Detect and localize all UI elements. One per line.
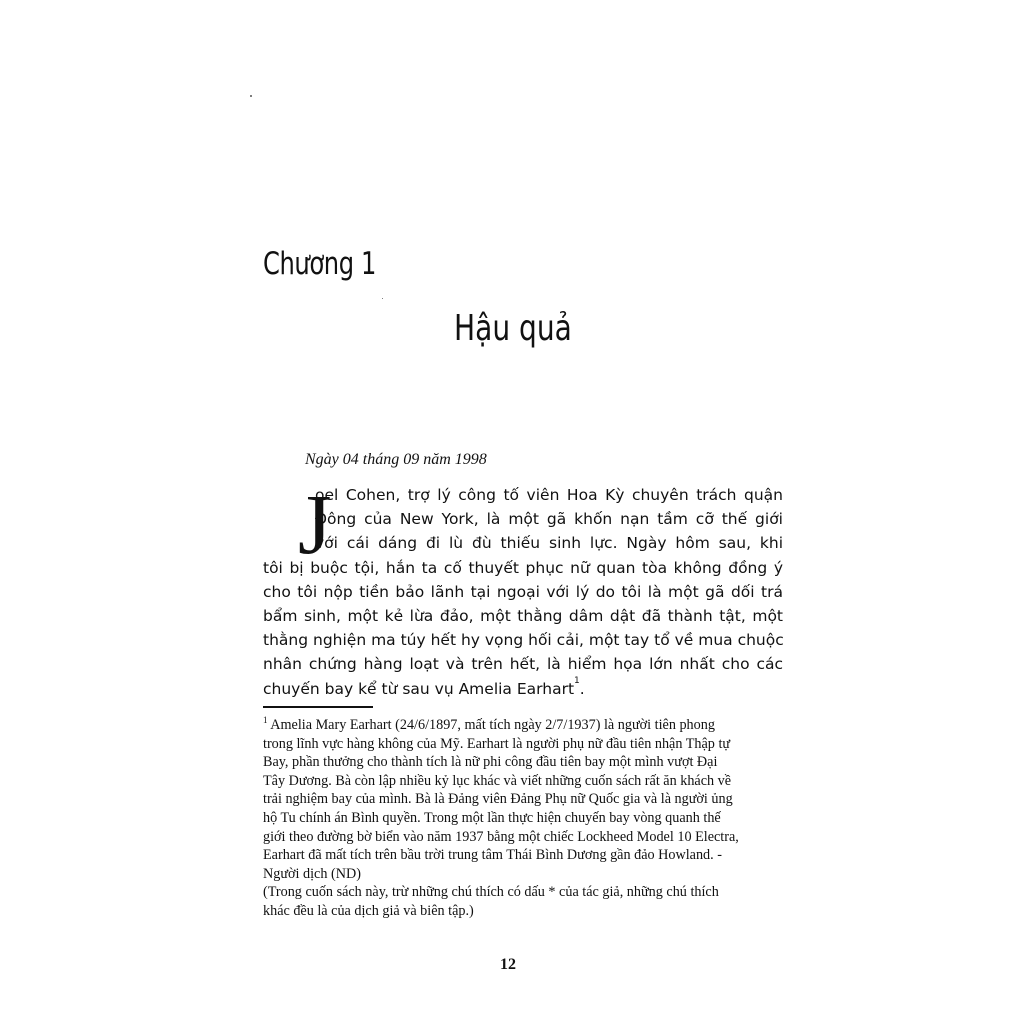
body-line: Đông của New York, là một gã khốn nạn tầm cỡ thế giới [315, 510, 783, 529]
scan-speck [382, 298, 383, 299]
date-line: Ngày 04 tháng 09 năm 1998 [305, 451, 487, 468]
footnote-line: khác đều là của dịch giả và biên tập.) [263, 902, 474, 919]
body-line-last [263, 677, 783, 701]
body-line: oel Cohen, trợ lý công tố viên Hoa Kỳ chuyên trách quận [315, 486, 783, 504]
chapter-title: Hậu quả [454, 308, 572, 349]
scan-speck [250, 95, 252, 97]
footnote-reference[interactable]: 1 [574, 675, 580, 686]
body-paragraph [263, 476, 784, 701]
footnote-line: giới theo đường bờ biển vào năm 1937 bằng một chiếc Lockheed Model 10 Electra, [263, 828, 739, 845]
chapter-label: Chương 1 [263, 246, 376, 282]
body-line: tôi bị buộc tội, hắn ta cố thuyết phục nữ quan tòa không đồng ý [263, 558, 783, 577]
footnote-divider [263, 706, 373, 708]
body-line: với cái dáng đi lù đù thiếu sinh lực. Ngày hôm sau, khi [315, 534, 783, 553]
footnote-line: Người dịch (ND) [263, 865, 361, 882]
drop-cap: J [298, 476, 332, 572]
body-line: cho tôi nộp tiền bảo lãnh tại ngoại với lý do tôi là một gã dối trá [263, 582, 783, 601]
footnote-line: trải nghiệm bay của mình. Bà là Đảng viên Đảng Phụ nữ Quốc gia và là người ủng [263, 791, 733, 808]
footnote-line: (Trong cuốn sách này, trừ những chú thích có dấu * của tác giả, những chú thích [263, 884, 719, 901]
footnote-line: trong lĩnh vực hàng không của Mỹ. Earhart là người phụ nữ đầu tiên nhận Thập tự [263, 735, 731, 752]
footnote-line [263, 716, 763, 735]
body-line: nhân chứng hàng loạt và trên hết, là hiểm họa lớn nhất cho các [263, 655, 783, 674]
body-line: thằng nghiện ma túy hết hy vọng hối cải, một tay tổ về mua chuộc [263, 631, 784, 650]
body-line: chuyến bay kể từ sau vụ Amelia Earhart [263, 679, 575, 698]
footnote-line: Earhart đã mất tích trên bầu trời trung tâm Thái Bình Dương gần đảo Howland. - [263, 847, 722, 864]
body-line: bẩm sinh, một kẻ lừa đảo, một thằng dâm dật đã thành tật, một [263, 606, 783, 625]
footnote-line: Bay, phần thưởng cho thành tích là nữ phi công đầu tiên bay một mình vượt Đại [263, 754, 718, 771]
footnote [263, 716, 763, 921]
footnote-marker: 1 [263, 715, 268, 725]
page-number: 12 [500, 956, 516, 973]
footnote-line: Tây Dương. Bà còn lập nhiều kỷ lục khác và viết những cuốn sách rất ăn khách về [263, 772, 732, 789]
final-punctuation: . [579, 679, 585, 698]
footnote-text: Amelia Mary Earhart (24/6/1897, mất tích ngày 2/7/1937) là người tiên phong [270, 717, 715, 733]
footnote-line: hộ Tu chính án Bình quyền. Trong một lần thực hiện chuyến bay vòng quanh thế [263, 809, 721, 826]
